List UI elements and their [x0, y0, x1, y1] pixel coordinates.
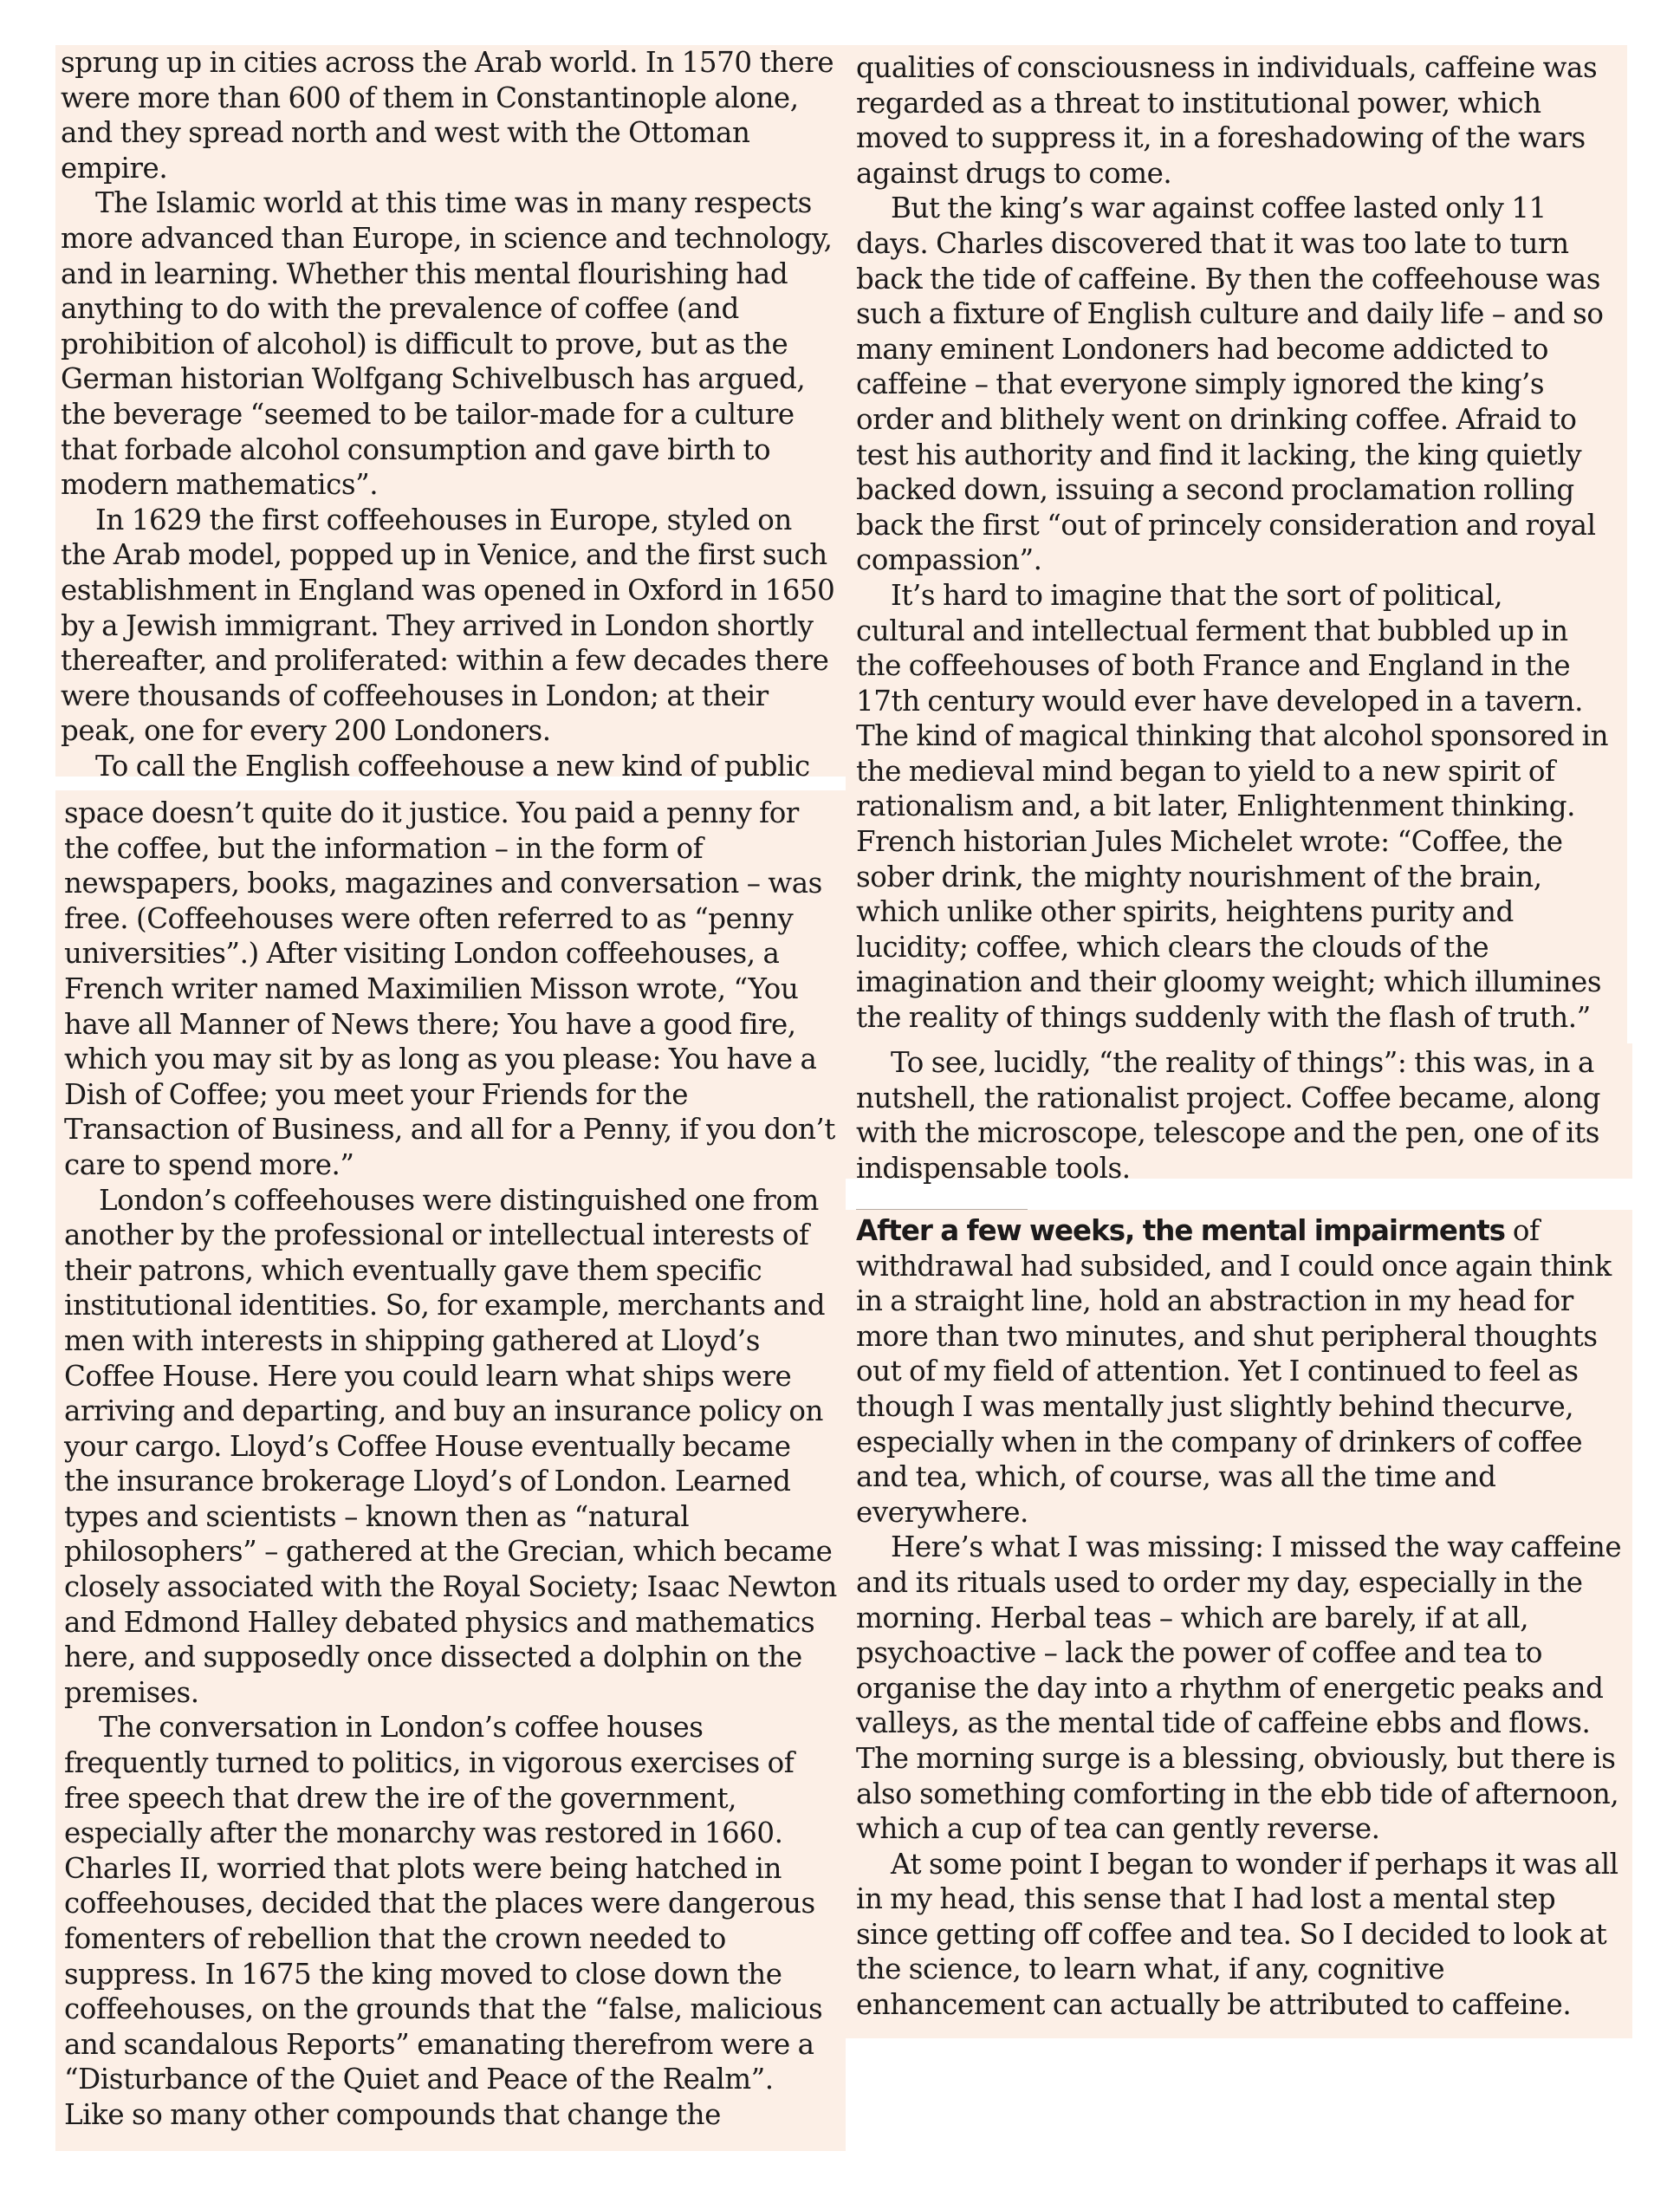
paragraph: sprung up in cities across the Arab world. In 1570 there were more than 600 of them in Constantinople alone, and they spread north and west with the Ottoman empire. [61, 46, 834, 185]
paragraph: Here’s what I was missing: I missed the way caffeine and its rituals used to order my day, especially in the morning. Herbal teas – which are barely, if at all, psychoactive – lack the power of coffee and tea to organise the day into a rhythm of energetic peaks and valleys, as the mental tide of caffeine ebbs and flows. The morning surge is a blessing, obviously, but there is also something comforting in the ebb tide of afternoon, which a cup of tea can gently reverse. [856, 1530, 1622, 1846]
paragraph: qualities of consciousness in individuals, caffeine was regarded as a threat to institutional power, which moved to suppress it, in a foreshadowing of the wars against drugs to come. [856, 51, 1598, 190]
right-column-lower [846, 1210, 1632, 2038]
paragraph: In 1629 the first coffeehouses in Europe, styled on the Arab model, popped up in Venice, and the first such establishment in England was opened in Oxford in 1650 by a Jewish immigrant. They arrived in London shortly thereafter, and proliferated: within a few decades there were thousands of coffeehouses in London; at their peak, one for every 200 Londoners. [61, 503, 835, 748]
paragraph: To call the English coffeehouse a new kind of public [95, 749, 810, 783]
left-column-upper [55, 45, 846, 783]
right-column-middle [846, 1043, 1632, 1185]
paragraph: London’s coffeehouses were distinguished one from another by the professional or intellectual interests of their patrons, which eventually gave them specific institutional identities. So, for example, merchants and men with interests in shipping gathered at Lloyd’s Coffee House. Here you could learn what ships were arriving and departing, and buy an insurance policy on your cargo. Lloyd’s Coffee House eventually became the insurance brokerage Lloyd’s of London. Learned types and scientists – known then as “natural philosophers” – gathered at the Grecian, which became closely associated with the Royal Society; Isaac Newton and Edmond Halley debated physics and mathematics here, and supposedly once dissected a dolphin on the premises. [64, 1183, 837, 1709]
paragraph: It’s hard to imagine that the sort of political, cultural and intellectual ferment that bubbled up in the coffeehouses of both France and England in the 17th century would ever have developed in a tavern. The kind of magical thinking that alcohol sponsored in the medieval mind began to yield to a new spirit of rationalism and, a bit later, Enlightenment thinking. French historian Jules Michelet wrote: “Coffee, the sober drink, the mighty nourishment of the brain, which unlike other spirits, heightens purity and lucidity; coffee, which clears the clouds of the imagination and their gloomy weight; which illumines the reality of things suddenly with the flash of truth.” [856, 578, 1609, 1035]
paragraph [856, 1213, 1629, 1530]
section-lead-in: After a few weeks, the mental impairments [856, 1214, 1505, 1247]
paragraph: space doesn’t quite do it justice. You paid a penny for the coffee, but the information – in the form of newspapers, books, magazines and conversation – was free. (Coffeehouses were often referred to as “penny universities”.) After visiting London coffeehouses, a French writer named Maximilien Misson wrote, “You have all Manner of News there; You have a good fire, which you may sit by as long as you please: You have a Dish of Coffee; you meet your Friends for the Transaction of Business, and all for a Penny, if you don’t care to spend more.” [64, 796, 835, 1181]
paragraph: The Islamic world at this time was in many respects more advanced than Europe, in science and technology, and in learning. Whether this mental flourishing had anything to do with the prevalence of coffee (and prohibition of alcohol) is difficult to prove, but as the German historian Wolfgang Schivelbusch has argued, the beverage “seemed to be tailor-made for a culture that forbade alcohol consumption and gave birth to modern mathematics”. [61, 186, 833, 502]
paragraph: The conversation in London’s coffee houses frequently turned to politics, in vigorous exercises of free speech that drew the ire of the government, especially after the monarchy was restored in 1660. Charles II, worried that plots were being hatched in coffeehouses, decided that the places were dangerous fomenters of rebellion that the crown needed to suppress. In 1675 the king moved to close down the coffeehouses, on the grounds that the “false, malicious and scandalous Reports” emanating therefrom were a “Disturbance of the Quiet and Peace of the Realm”. Like so many other compounds that change the [64, 1711, 823, 2131]
paragraph: At some point I began to wonder if perhaps it was all in my head, this sense that I had lost a mental step since getting off coffee and tea. So I decided to look at the science, to learn what, if any, cognitive enhancement can actually be attributed to caffeine. [856, 1847, 1618, 2022]
paragraph-text: of withdrawal had subsided, and I could once again think in a straight line, hold an abstraction in my head for more than two minutes, and shut peripheral thoughts out of my field of attention. Yet I continued to feel as though I was mentally just slightly behind thecurve, especially when in the company of drinkers of coffee and tea, which, of course, was all the time and everywhere. [856, 1214, 1612, 1529]
paragraph: But the king’s war against coffee lasted only 11 days. Charles discovered that it was too late to turn back the tide of caffeine. By then the coffeehouse was such a fixture of English culture and daily life – and so many eminent Londoners had become addicted to caffeine – that everyone simply ignored the king’s order and blithely went on drinking coffee. Afraid to test his authority and find it lacking, the king quietly backed down, issuing a second proclamation rolling back the first “out of princely consideration and royal compassion”. [856, 192, 1604, 577]
paragraph: To see, lucidly, “the reality of things”: this was, in a nutshell, the rationalist project. Coffee became, along with the microscope, telescope and the pen, one of its indispensable tools. [856, 1046, 1600, 1185]
left-column-lower [55, 790, 846, 2151]
right-column-upper [846, 45, 1627, 1043]
